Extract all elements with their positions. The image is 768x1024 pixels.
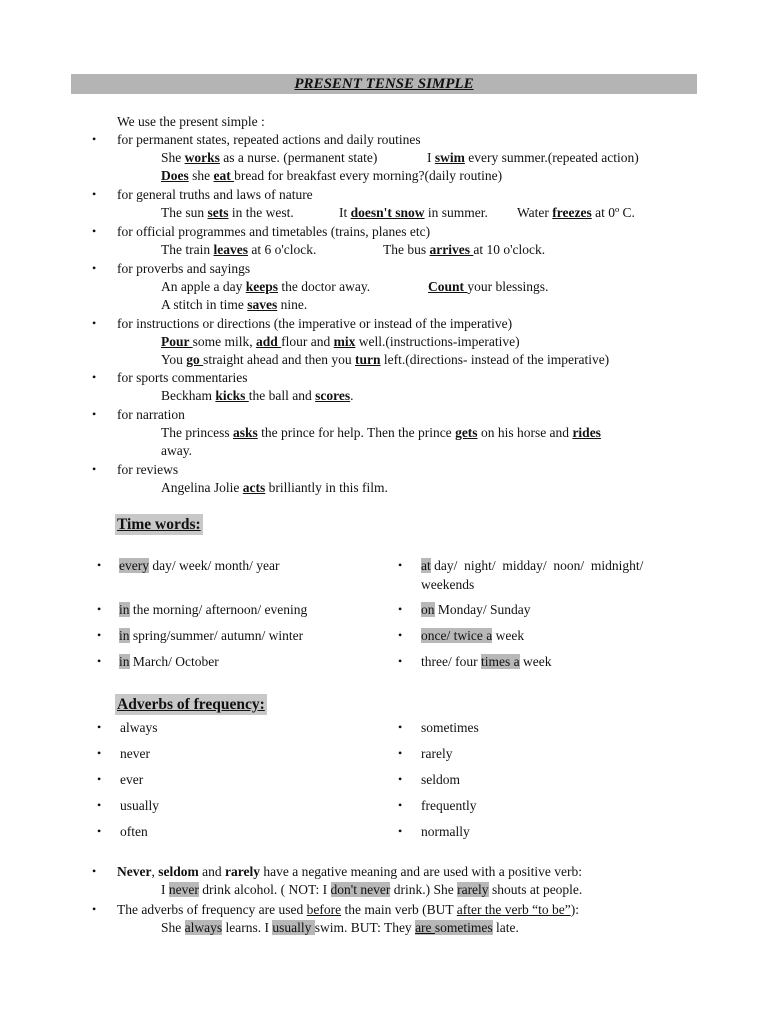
adverb-item: rarely xyxy=(421,746,453,761)
adverb-item: always xyxy=(120,720,158,735)
adverb-item: seldom xyxy=(421,772,460,787)
bullet: • xyxy=(92,407,97,421)
time-word-item: weekends xyxy=(421,577,475,592)
bullet: • xyxy=(97,628,102,642)
example-sentence: away. xyxy=(161,443,192,458)
bullet: • xyxy=(398,558,403,572)
use-label: for sports commentaries xyxy=(117,370,248,385)
bullet: • xyxy=(97,824,102,838)
note-text: Never, seldom and rarely have a negative meaning and are used with a positive verb: xyxy=(117,864,582,879)
bullet: • xyxy=(398,628,403,642)
adverb-item: never xyxy=(120,746,150,761)
use-label: for reviews xyxy=(117,462,179,477)
example-sentence: Pour some milk, add flour and mix well.(instructions-imperative) xyxy=(161,334,520,349)
example-sentence: A stitch in time saves nine. xyxy=(161,297,308,312)
bullet: • xyxy=(398,824,403,838)
bullet: • xyxy=(97,602,102,616)
bullet: • xyxy=(97,720,102,734)
bullet: • xyxy=(398,720,403,734)
time-word-item: at day/ night/ midday/ noon/ midnight/ xyxy=(421,558,644,573)
time-word-item: in the morning/ afternoon/ evening xyxy=(119,602,308,617)
use-label: for proverbs and sayings xyxy=(117,261,251,276)
use-label: for general truths and laws of nature xyxy=(117,187,313,202)
adverb-item: usually xyxy=(120,798,159,813)
bullet: • xyxy=(92,370,97,384)
bullet: • xyxy=(92,864,97,878)
adverb-item: frequently xyxy=(421,798,477,813)
example-sentence: Angelina Jolie acts brilliantly in this film. xyxy=(161,480,388,495)
adverb-item: sometimes xyxy=(421,720,479,735)
bullet: • xyxy=(97,772,102,786)
bullet: • xyxy=(92,462,97,476)
time-word-item: in spring/summer/ autumn/ winter xyxy=(119,628,304,643)
time-word-item: three/ four times a week xyxy=(421,654,552,669)
bullet: • xyxy=(97,798,102,812)
bullet: • xyxy=(97,654,102,668)
time-word-item: on Monday/ Sunday xyxy=(421,602,531,617)
time-words-heading: Time words: xyxy=(117,516,201,533)
example-sentence: An apple a day keeps the doctor away. xyxy=(161,279,371,294)
bullet: • xyxy=(97,746,102,760)
page-title: PRESENT TENSE SIMPLE xyxy=(294,76,474,92)
adverb-item: normally xyxy=(421,824,470,839)
time-word-item: every day/ week/ month/ year xyxy=(119,558,280,573)
note-example: She always learns. I usually swim. BUT: They are sometimes late. xyxy=(161,920,519,935)
note-example: I never drink alcohol. ( NOT: I don't never drink.) She rarely shouts at people. xyxy=(161,882,583,897)
time-word-item: in March/ October xyxy=(119,654,219,669)
bullet: • xyxy=(97,558,102,572)
bullet: • xyxy=(92,316,97,330)
bullet: • xyxy=(92,902,97,916)
bullet: • xyxy=(398,746,403,760)
example-sentence: It doesn't snow in summer. xyxy=(339,205,488,220)
example-sentence: Does she eat bread for breakfast every morning?(daily routine) xyxy=(161,168,503,183)
use-label: for instructions or directions (the imperative or instead of the imperative) xyxy=(117,316,513,331)
adverb-item: often xyxy=(120,824,148,839)
bullet: • xyxy=(92,224,97,238)
intro-text: We use the present simple : xyxy=(117,114,265,129)
bullet: • xyxy=(92,187,97,201)
bullet: • xyxy=(92,261,97,275)
bullet: • xyxy=(398,798,403,812)
example-sentence: Water freezes at 0º C. xyxy=(517,205,635,220)
example-sentence: She works as a nurse. (permanent state) xyxy=(161,150,378,165)
use-label: for permanent states, repeated actions and daily routines xyxy=(117,132,421,147)
example-sentence: You go straight ahead and then you turn left.(directions- instead of the imperative) xyxy=(161,352,610,367)
time-word-item: once/ twice a week xyxy=(421,628,525,643)
example-sentence: Count your blessings. xyxy=(428,279,549,294)
example-sentence: The sun sets in the west. xyxy=(161,205,294,220)
use-label: for official programmes and timetables (trains, planes etc) xyxy=(117,224,431,239)
adverb-item: ever xyxy=(120,772,144,787)
title-bar xyxy=(71,74,697,94)
example-sentence: The bus arrives at 10 o'clock. xyxy=(383,242,546,257)
adverbs-heading: Adverbs of frequency: xyxy=(117,696,265,713)
bullet: • xyxy=(398,602,403,616)
bullet: • xyxy=(398,654,403,668)
bullet: • xyxy=(398,772,403,786)
note-text: The adverbs of frequency are used before the main verb (BUT after the verb “to be”): xyxy=(117,902,579,917)
bullet: • xyxy=(92,132,97,146)
use-label: for narration xyxy=(117,407,185,422)
example-sentence: Beckham kicks the ball and scores. xyxy=(161,388,354,403)
example-sentence: The train leaves at 6 o'clock. xyxy=(161,242,317,257)
example-sentence: The princess asks the prince for help. Then the prince gets on his horse and rides xyxy=(161,425,601,440)
example-sentence: I swim every summer.(repeated action) xyxy=(427,150,639,165)
